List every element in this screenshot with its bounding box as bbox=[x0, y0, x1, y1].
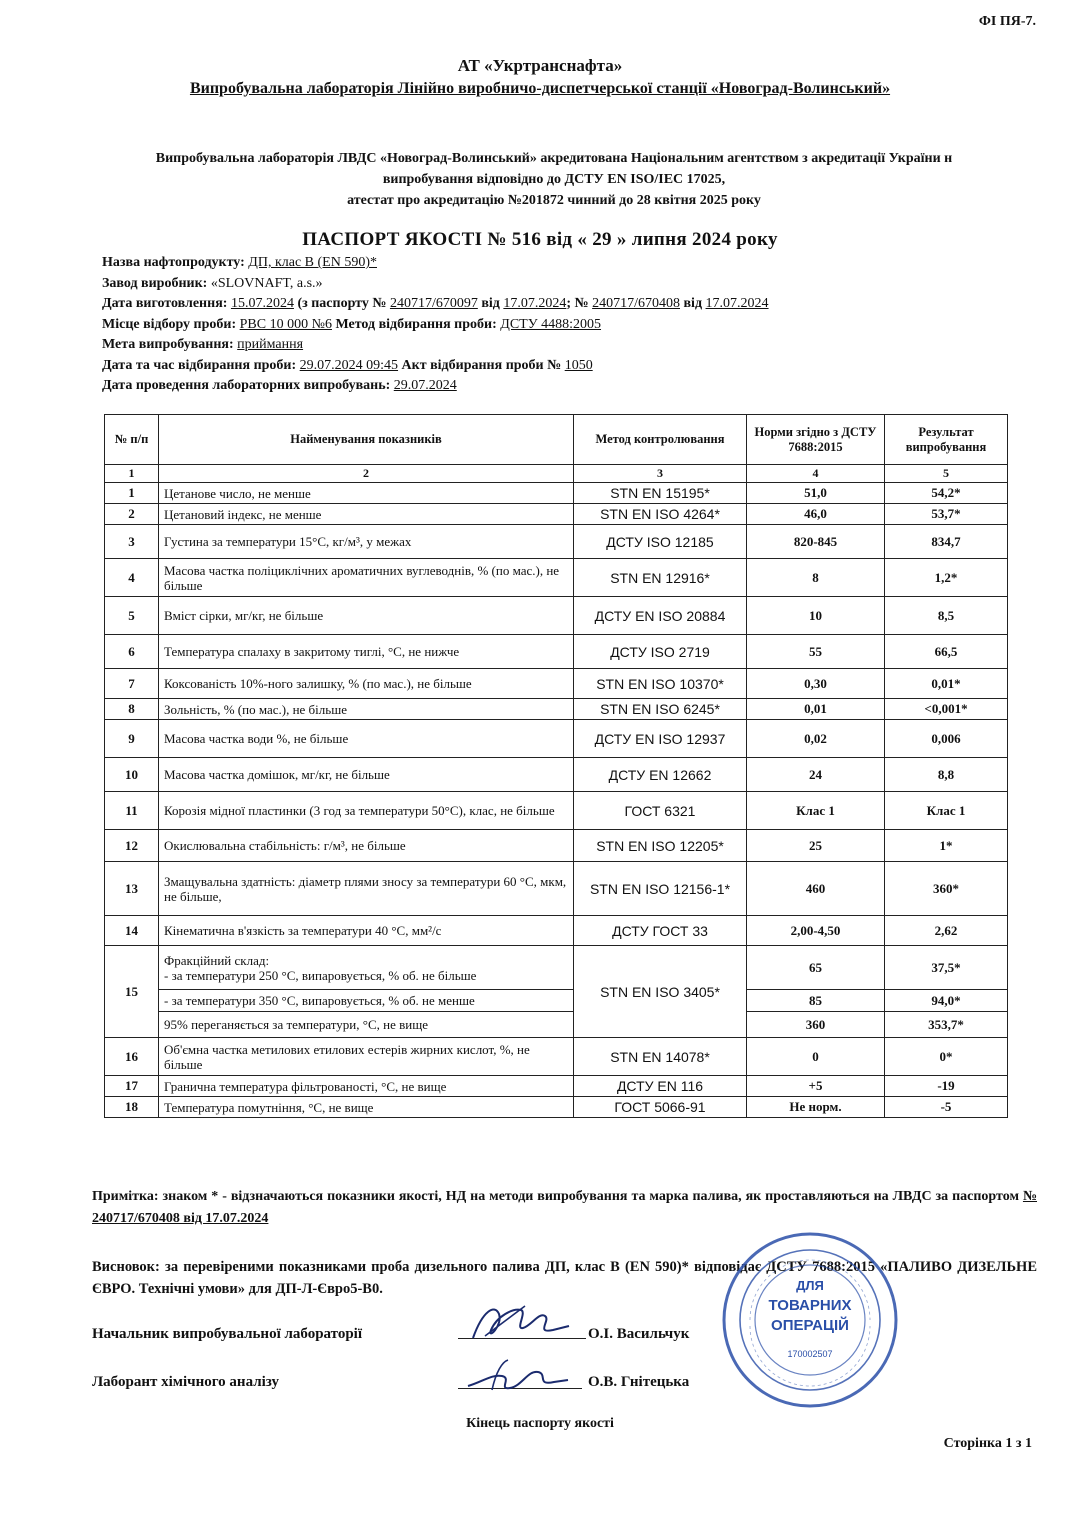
act-label: Акт відбирання проби № bbox=[401, 357, 562, 373]
sample-place-label: Місце відбору проби: bbox=[102, 316, 237, 332]
norm-value: 65 bbox=[747, 946, 885, 990]
mfg-passport-prefix: (з паспорту № bbox=[297, 296, 387, 311]
parameter-name: Окислювальна стабільність: г/м³, не більше bbox=[159, 830, 574, 862]
test-method: STN EN 15195* bbox=[574, 483, 747, 504]
purpose-label: Мета випробування: bbox=[102, 337, 234, 352]
row-number: 12 bbox=[105, 830, 159, 862]
row-number: 11 bbox=[105, 792, 159, 830]
row-number: 1 bbox=[105, 483, 159, 504]
parameter-name: Масова частка домішок, мг/кг, не більше bbox=[159, 758, 574, 792]
result-value: 94,0* bbox=[885, 990, 1008, 1012]
sample-datetime-label: Дата та час відбирання проби: bbox=[102, 357, 297, 373]
norm-value: Клас 1 bbox=[747, 792, 885, 830]
parameter-name: 95% переганяється за температури, °C, не вище bbox=[159, 1012, 574, 1038]
conclusion: Висновок: за перевіреними показниками проба дизельного палива ДП, клас В (EN 590)* відповідає ДСТУ 7688:2015 «ПАЛИВО ДИЗЕЛЬНЕ ЄВРО. Технічні умови» для ДП-Л-Євро5-В0. bbox=[92, 1259, 1037, 1297]
product-info bbox=[102, 253, 1002, 397]
norm-value: 85 bbox=[747, 990, 885, 1012]
header-method: Метод контролювання bbox=[574, 415, 747, 465]
row-number: 3 bbox=[105, 525, 159, 559]
row-number: 2 bbox=[105, 504, 159, 525]
col-number: 4 bbox=[747, 465, 885, 483]
test-method: ДСТУ EN ISO 20884 bbox=[574, 597, 747, 635]
norm-value: 10 bbox=[747, 597, 885, 635]
stamp-line-2: ТОВАРНИХ bbox=[768, 1297, 852, 1314]
test-date-label: Дата проведення лабораторних випробувань: bbox=[102, 378, 391, 393]
test-method: STN EN ISO 10370* bbox=[574, 669, 747, 699]
sample-datetime-value: 29.07.2024 09:45 bbox=[299, 357, 399, 373]
norm-value: 0,01 bbox=[747, 699, 885, 720]
table-row bbox=[105, 635, 1008, 669]
mfg-date-label: Дата виготовлення: bbox=[102, 296, 228, 311]
info-sample-place bbox=[102, 315, 1002, 336]
result-value: -19 bbox=[885, 1076, 1008, 1097]
end-of-passport: Кінець паспорту якості bbox=[466, 1416, 614, 1431]
info-sample-datetime bbox=[102, 356, 1002, 377]
result-value: 353,7* bbox=[885, 1012, 1008, 1038]
test-method: ДСТУ ISO 2719 bbox=[574, 635, 747, 669]
head-signature-image bbox=[465, 1300, 575, 1346]
table-row bbox=[105, 483, 1008, 504]
stamp-line-1: ДЛЯ bbox=[796, 1278, 824, 1293]
page-number: Сторінка 1 з 1 bbox=[943, 1436, 1032, 1451]
chem-name: О.В. Гнітецька bbox=[588, 1374, 690, 1390]
row-number: 18 bbox=[105, 1097, 159, 1118]
col-number: 3 bbox=[574, 465, 747, 483]
parameter-name: Коксованість 10%-ного залишку, % (по мас.), не більше bbox=[159, 669, 574, 699]
parameter-name: Вміст сірки, мг/кг, не більше bbox=[159, 597, 574, 635]
quality-table bbox=[104, 414, 1008, 1118]
table-row bbox=[105, 525, 1008, 559]
header-num: № п/п bbox=[105, 415, 159, 465]
result-value: 0* bbox=[885, 1038, 1008, 1076]
parameter-name: Зольність, % (по мас.), не більше bbox=[159, 699, 574, 720]
result-value: 37,5* bbox=[885, 946, 1008, 990]
test-method: ГОСТ 6321 bbox=[574, 792, 747, 830]
result-value: 834,7 bbox=[885, 525, 1008, 559]
product-label: Назва нафтопродукту: bbox=[102, 255, 245, 270]
parameter-name: Гранична температура фільтрованості, °C, не вище bbox=[159, 1076, 574, 1097]
result-value: 0,006 bbox=[885, 720, 1008, 758]
accreditation-block bbox=[74, 148, 1034, 211]
sample-place-value: РВС 10 000 №6 bbox=[239, 316, 332, 332]
col-number: 1 bbox=[105, 465, 159, 483]
test-method: STN EN 14078* bbox=[574, 1038, 747, 1076]
parameter-name: - за температури 350 °C, випаровується, % об. не менше bbox=[159, 990, 574, 1012]
mfg-from-2: від bbox=[683, 296, 703, 311]
norm-value: 0,30 bbox=[747, 669, 885, 699]
test-date-value: 29.07.2024 bbox=[393, 378, 457, 393]
parameter-name: Густина за температури 15°C, кг/м³, у межах bbox=[159, 525, 574, 559]
table-row bbox=[105, 990, 1008, 1012]
result-value: 66,5 bbox=[885, 635, 1008, 669]
parameter-name: Масова частка поліциклічних ароматичних вуглеводнів, % (по мас.), не більше bbox=[159, 559, 574, 597]
norm-value: 460 bbox=[747, 862, 885, 916]
info-purpose bbox=[102, 335, 1002, 356]
table-row bbox=[105, 946, 1008, 990]
parameter-name: Масова частка води %, не більше bbox=[159, 720, 574, 758]
row-number: 8 bbox=[105, 699, 159, 720]
test-method: STN EN 12916* bbox=[574, 559, 747, 597]
maker-label: Завод виробник: bbox=[102, 275, 208, 291]
result-value: 2,62 bbox=[885, 916, 1008, 946]
norm-value: 8 bbox=[747, 559, 885, 597]
header-name: Найменування показників bbox=[159, 415, 574, 465]
round-stamp bbox=[720, 1230, 900, 1410]
row-number: 15 bbox=[105, 946, 159, 1038]
test-method: ДСТУ EN ISO 12937 bbox=[574, 720, 747, 758]
parameter-name: Об'ємна частка метилових етилових естерів жирних кислот, %, не більше bbox=[159, 1038, 574, 1076]
test-method: STN EN ISO 12205* bbox=[574, 830, 747, 862]
chem-signature-image bbox=[462, 1352, 572, 1396]
note-passport: № 240717/670408 від 17.07.2024 bbox=[92, 1189, 1038, 1226]
parameter-name: Цетановий індекс, не менше bbox=[159, 504, 574, 525]
result-value: 54,2* bbox=[885, 483, 1008, 504]
result-value: 0,01* bbox=[885, 669, 1008, 699]
purpose-value: приймання bbox=[237, 337, 304, 352]
table-row bbox=[105, 1076, 1008, 1097]
parameter-name: Цетанове число, не менше bbox=[159, 483, 574, 504]
table-row bbox=[105, 830, 1008, 862]
table-row bbox=[105, 720, 1008, 758]
test-method: STN EN ISO 6245* bbox=[574, 699, 747, 720]
norm-value: +5 bbox=[747, 1076, 885, 1097]
table-row bbox=[105, 1097, 1008, 1118]
result-value: 1,2* bbox=[885, 559, 1008, 597]
norm-value: 24 bbox=[747, 758, 885, 792]
table-row bbox=[105, 597, 1008, 635]
accreditation-line-2: випробування відповідно до ДСТУ EN ISO/IEC 17025, bbox=[382, 172, 726, 187]
stamp-line-3: ОПЕРАЦІЙ bbox=[771, 1317, 849, 1334]
parameter-name: Кінематична в'язкість за температури 40 °C, мм²/с bbox=[159, 916, 574, 946]
act-value: 1050 bbox=[564, 357, 593, 373]
info-maker bbox=[102, 274, 1002, 295]
organization-name: АТ «Укртранснафта» bbox=[457, 56, 623, 75]
table-header-row bbox=[105, 415, 1008, 465]
table-row bbox=[105, 504, 1008, 525]
laboratory-name: Випробувальна лабораторія Лінійно виробничо-диспетчерської станції «Новоград-Волинський» bbox=[189, 80, 891, 97]
row-number: 4 bbox=[105, 559, 159, 597]
norm-value: 820-845 bbox=[747, 525, 885, 559]
table-row bbox=[105, 792, 1008, 830]
info-product bbox=[102, 253, 1002, 274]
column-numbers-row bbox=[105, 465, 1008, 483]
mfg-date-1: 17.07.2024 bbox=[503, 296, 567, 311]
test-method: STN EN ISO 4264* bbox=[574, 504, 747, 525]
table-row bbox=[105, 669, 1008, 699]
row-number: 7 bbox=[105, 669, 159, 699]
result-value: 8,5 bbox=[885, 597, 1008, 635]
mfg-date-2: 17.07.2024 bbox=[705, 296, 769, 311]
parameter-name: Змащувальна здатність: діаметр плями зносу за температури 60 °C, мкм, не більше, bbox=[159, 862, 574, 916]
test-method: ДСТУ ISO 12185 bbox=[574, 525, 747, 559]
table-row bbox=[105, 699, 1008, 720]
result-value: <0,001* bbox=[885, 699, 1008, 720]
norm-value: 360 bbox=[747, 1012, 885, 1038]
maker-value: «SLOVNAFT, a.s.» bbox=[210, 275, 323, 291]
head-name: О.І. Васильчук bbox=[588, 1326, 690, 1342]
sample-method-value: ДСТУ 4488:2005 bbox=[500, 316, 602, 332]
parameter-name: Температура спалаху в закритому тиглі, °C, не нижче bbox=[159, 635, 574, 669]
norm-value: 51,0 bbox=[747, 483, 885, 504]
head-signature-label: Начальник випробувальної лабораторії bbox=[92, 1326, 362, 1342]
test-method: STN EN ISO 3405* bbox=[574, 946, 747, 1038]
info-mfg-date bbox=[102, 294, 1002, 315]
result-value: Клас 1 bbox=[885, 792, 1008, 830]
test-method: ДСТУ EN 12662 bbox=[574, 758, 747, 792]
parameter-name: Фракційний склад: - за температури 250 °C, випаровується, % об. не більше bbox=[159, 946, 574, 990]
row-number: 13 bbox=[105, 862, 159, 916]
result-value: 360* bbox=[885, 862, 1008, 916]
test-method: STN EN ISO 12156-1* bbox=[574, 862, 747, 916]
norm-value: 0 bbox=[747, 1038, 885, 1076]
table-row bbox=[105, 1038, 1008, 1076]
result-value: -5 bbox=[885, 1097, 1008, 1118]
row-number: 9 bbox=[105, 720, 159, 758]
mfg-date-value: 15.07.2024 bbox=[230, 296, 294, 311]
row-number: 16 bbox=[105, 1038, 159, 1076]
test-method: ДСТУ EN 116 bbox=[574, 1076, 747, 1097]
row-number: 10 bbox=[105, 758, 159, 792]
norm-value: 55 bbox=[747, 635, 885, 669]
header-norm: Норми згідно з ДСТУ 7688:2015 bbox=[747, 415, 885, 465]
form-code: ФІ ПЯ-7. bbox=[978, 14, 1036, 29]
info-test-date bbox=[102, 376, 1002, 397]
mfg-passport-2: 240717/670408 bbox=[592, 296, 680, 311]
row-number: 6 bbox=[105, 635, 159, 669]
mfg-passport-sep: ; № bbox=[566, 296, 589, 311]
mfg-from-1: від bbox=[481, 296, 500, 311]
header-result: Результат випробування bbox=[885, 415, 1008, 465]
table-row bbox=[105, 559, 1008, 597]
row-number: 17 bbox=[105, 1076, 159, 1097]
mfg-passport-1: 240717/670097 bbox=[389, 296, 478, 311]
table-row bbox=[105, 862, 1008, 916]
note-text: Примітка: знаком * - відзначаються показники якості, НД на методи випробування та марка палива, як проставляються на ЛВДС за паспортом bbox=[92, 1189, 1019, 1204]
table-row bbox=[105, 916, 1008, 946]
row-number: 5 bbox=[105, 597, 159, 635]
stamp-code: 170002507 bbox=[787, 1349, 833, 1359]
parameter-name: Температура помутніння, °C, не вище bbox=[159, 1097, 574, 1118]
table-row bbox=[105, 1012, 1008, 1038]
accreditation-line-3: атестат про акредитацію №201872 чинний до 28 квітня 2025 року bbox=[347, 193, 761, 208]
norm-value: 46,0 bbox=[747, 504, 885, 525]
col-number: 2 bbox=[159, 465, 574, 483]
passport-title: ПАСПОРТ ЯКОСТІ № 516 від « 29 » липня 2024 року bbox=[302, 229, 778, 250]
row-number: 14 bbox=[105, 916, 159, 946]
sample-method-label: Метод відбирання проби: bbox=[335, 316, 497, 332]
norm-value: Не норм. bbox=[747, 1097, 885, 1118]
test-method: ДСТУ ГОСТ 33 bbox=[574, 916, 747, 946]
col-number: 5 bbox=[885, 465, 1008, 483]
result-value: 1* bbox=[885, 830, 1008, 862]
note bbox=[92, 1186, 1037, 1230]
result-value: 8,8 bbox=[885, 758, 1008, 792]
parameter-name: Корозія мідної пластинки (3 год за температури 50°C), клас, не більше bbox=[159, 792, 574, 830]
accreditation-line-1: Випробувальна лабораторія ЛВДС «Новоград-Волинський» акредитована Національним агентством з акредитації України н bbox=[155, 151, 953, 166]
norm-value: 25 bbox=[747, 830, 885, 862]
table-row bbox=[105, 758, 1008, 792]
result-value: 53,7* bbox=[885, 504, 1008, 525]
test-method: ГОСТ 5066-91 bbox=[574, 1097, 747, 1118]
chem-signature-label: Лаборант хімічного аналізу bbox=[92, 1374, 279, 1390]
product-value: ДП, клас В (EN 590)* bbox=[248, 255, 377, 270]
norm-value: 2,00-4,50 bbox=[747, 916, 885, 946]
norm-value: 0,02 bbox=[747, 720, 885, 758]
